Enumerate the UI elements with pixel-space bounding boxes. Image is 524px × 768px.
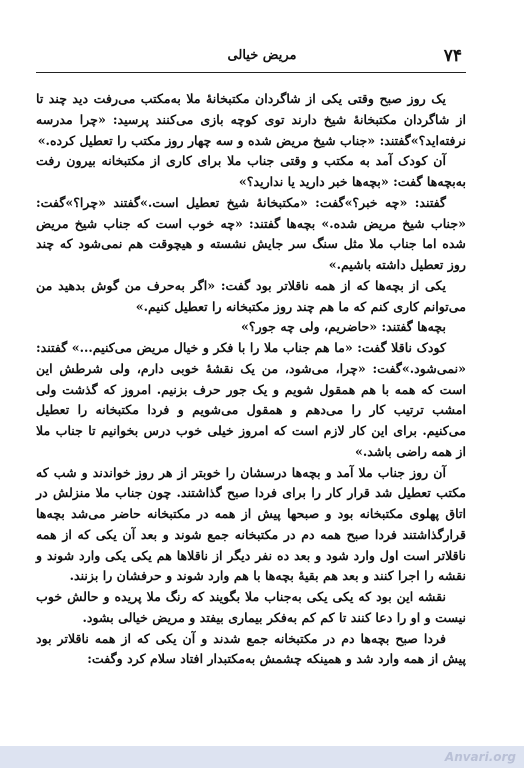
header-rule: [36, 72, 466, 73]
paragraph: آن کودک آمد به مکتب و وقتی جناب ملا برای کاری از مکتبخانه بیرون رفت به‌بچه‌ها گفت: «بچه‌ها خبر دارید یا ندارید؟»: [36, 153, 466, 189]
paragraph: کودک ناقلا گفت: «ما هم جناب ملا را با فکر و خیال مریض می‌کنیم...» گفتند: «نمی‌شود.»گفت: «چرا، می‌شود، من یک نقشهٔ خوبی دارم، ولی شرطش این است که همه با هم همقول شویم و یک جور حرف بزنیم. امروز که گذشت ولی امشب ترتیب کار را می‌دهم و همقول می‌شویم و فردا مکتبخانه را تعطیل می‌کنیم. برای این کار لازم است که امروز خیلی خوب درس بخوانیم تا جناب ملا از همه راضی باشد.»: [36, 340, 466, 459]
page-number: ۷۴: [443, 46, 462, 66]
paragraph: آن روز جناب ملا آمد و بچه‌ها درسشان را خوبتر از هر روز خواندند و شب که مکتب تعطیل شد قرار کار را برای فردا صبح گذاشتند. چون جناب ملا منزلش در اتاق پهلوی مکتبخانه بود و صبحها پیش از همه در مکتبخانه حاضر می‌شد بچه‌ها قرارگذاشتند فردا صبح همه دم در مکتبخانه جمع شوند و بعد آن یکی که از همه ناقلاتر است اول وارد شود و بعد ده نفر دیگر از ناقلاها هم یکی یکی وارد شوند و نقشه را اجرا کنند و بعد هم بقیهٔ بچه‌ها با هم وارد شوند و حرفشان را بزنند.: [36, 464, 466, 584]
paragraph: یکی از بچه‌ها که از همه ناقلاتر بود گفت: «اگر به‌حرف من گوش بدهید من می‌توانم کاری کنم که ما هم چند روز مکتبخانه را تعطیل کنیم.»: [36, 277, 466, 314]
body-text: [36, 89, 466, 670]
paragraph: گفتند: «چه خبر؟»گفت: «مکتبخانهٔ شیخ تعطیل است.»گفتند «چرا؟»گفت: «جناب شیخ مریض شده.» بچه‌ها گفتند: «چه خوب است که جناب شیخ مریض شده اما جناب ملا مثل سنگ سر جایش نشسته و هیچوقت هم نمی‌شود که چند روز تعطیل داشته باشیم.»: [36, 194, 466, 272]
watermark: Anvari.org: [444, 750, 516, 764]
paragraph: بچه‌ها گفتند: «حاضریم، ولی چه جور؟»: [241, 319, 446, 335]
running-title: مریض خیالی: [227, 48, 297, 63]
paragraph: نقشه این بود که یکی یکی به‌جناب ملا بگویند که رنگ ملا پریده و حالش خوب نیست و او را دعا کنند تا کم کم به‌فکر بیماری بیفتد و مریض خیالی بشود.: [36, 589, 466, 625]
paragraph: فردا صبح بچه‌ها دم در مکتبخانه جمع شدند و آن یکی که از همه ناقلاتر بود پیش از همه وارد شد و همینکه چشمش به‌مکتبدار افتاد سلام کرد وگفت:: [36, 630, 466, 667]
paragraph: یک روز صبح وقتی یکی از شاگردان مکتبخانهٔ ملا به‌مکتب می‌رفت دید چند تا از شاگردان مکتبخانهٔ شیخ دارند توی کوچه بازی می‌کنند پرسید: «چرا مدرسه نرفته‌اید؟»گفتند: «جناب شیخ مریض شده و سه چهار روز مکتب را تعطیل کرده.»: [36, 91, 466, 148]
